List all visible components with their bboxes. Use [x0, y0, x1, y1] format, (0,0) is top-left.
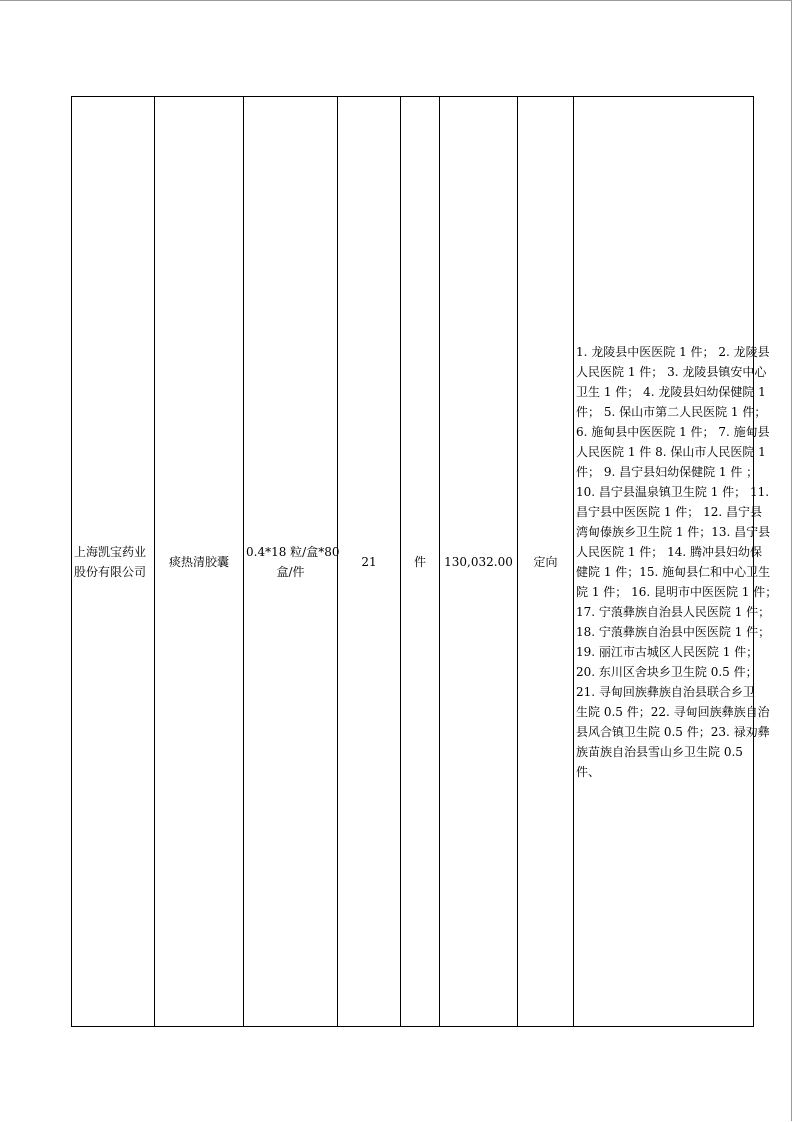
distribution-line: 1. 龙陵县中医医院 1 件； 2. 龙陵县 [576, 344, 770, 359]
distribution-line: 人民医院 1 件； 14. 腾冲县妇幼保 [576, 544, 762, 559]
distribution-line: 6. 施甸县中医医院 1 件； 7. 施甸县 [576, 424, 770, 439]
amount-value: 130,032.00 [444, 554, 513, 569]
distribution-line: 19. 丽江市古城区人民医院 1 件； [576, 644, 759, 659]
product-cell [155, 97, 244, 1027]
distribution-line: 健院 1 件；15. 施甸县仁和中心卫生 [576, 564, 771, 579]
product-name: 痰热清胶囊 [168, 554, 229, 569]
distribution-line: 湾甸傣族乡卫生院 1 件；13. 昌宁县 [576, 524, 771, 539]
unit-cell [401, 97, 440, 1027]
quantity-value: 21 [361, 554, 377, 569]
distribution-line: 18. 宁蒗彝族自治县中医医院 1 件； [576, 624, 771, 639]
distribution-line: 人民医院 1 件 8. 保山市人民医院 1 [576, 444, 766, 459]
distribution-line: 人民医院 1 件； 3. 龙陵县镇安中心 [576, 364, 767, 379]
amount-cell [440, 97, 518, 1027]
distribution-line: 17. 宁蒗彝族自治县人民医院 1 件； [576, 604, 771, 619]
unit-value: 件 [413, 554, 426, 569]
method-value: 定向 [533, 554, 558, 569]
distribution-table [71, 96, 778, 1027]
quantity-cell [338, 97, 401, 1027]
spec-cell [244, 97, 338, 1027]
distribution-line: 卫生 1 件； 4. 龙陵县妇幼保健院 1 [576, 384, 766, 399]
distribution-line: 件； 5. 保山市第二人民医院 1 件； [576, 404, 767, 419]
company-name-line-1: 上海凯宝药业 [74, 544, 147, 559]
distribution-line: 件； 9. 昌宁县妇幼保健院 1 件 ； [576, 464, 759, 479]
distribution-line: 昌宁县中医医院 1 件； 12. 昌宁县 [576, 504, 762, 519]
company-name-line-2: 股份有限公司 [74, 564, 147, 579]
distribution-line: 21. 寻甸回族彝族自治县联合乡卫 [576, 684, 755, 699]
distribution-line: 20. 东川区舍块乡卫生院 0.5 件； [576, 664, 758, 679]
distribution-line: 10. 昌宁县温泉镇卫生院 1 件； 11. [576, 484, 770, 499]
method-cell [518, 97, 574, 1027]
table-row [72, 97, 754, 1027]
distribution-line: 件、 [576, 764, 601, 779]
distribution-line: 生院 0.5 件；22. 寻甸回族彝族自治 [576, 704, 770, 719]
spec-line-2: 盒/件 [276, 564, 305, 579]
distribution-line: 院 1 件； 16. 昆明市中医医院 1 件； [576, 584, 778, 599]
distribution-line: 县风合镇卫生院 0.5 件；23. 禄劝彝 [576, 724, 770, 739]
distribution-cell [574, 97, 778, 1027]
spec-line-1: 0.4*18 粒/盒*80 [246, 544, 340, 559]
company-cell [72, 97, 155, 1027]
distribution-line: 族苗族自治县雪山乡卫生院 0.5 [576, 744, 743, 759]
